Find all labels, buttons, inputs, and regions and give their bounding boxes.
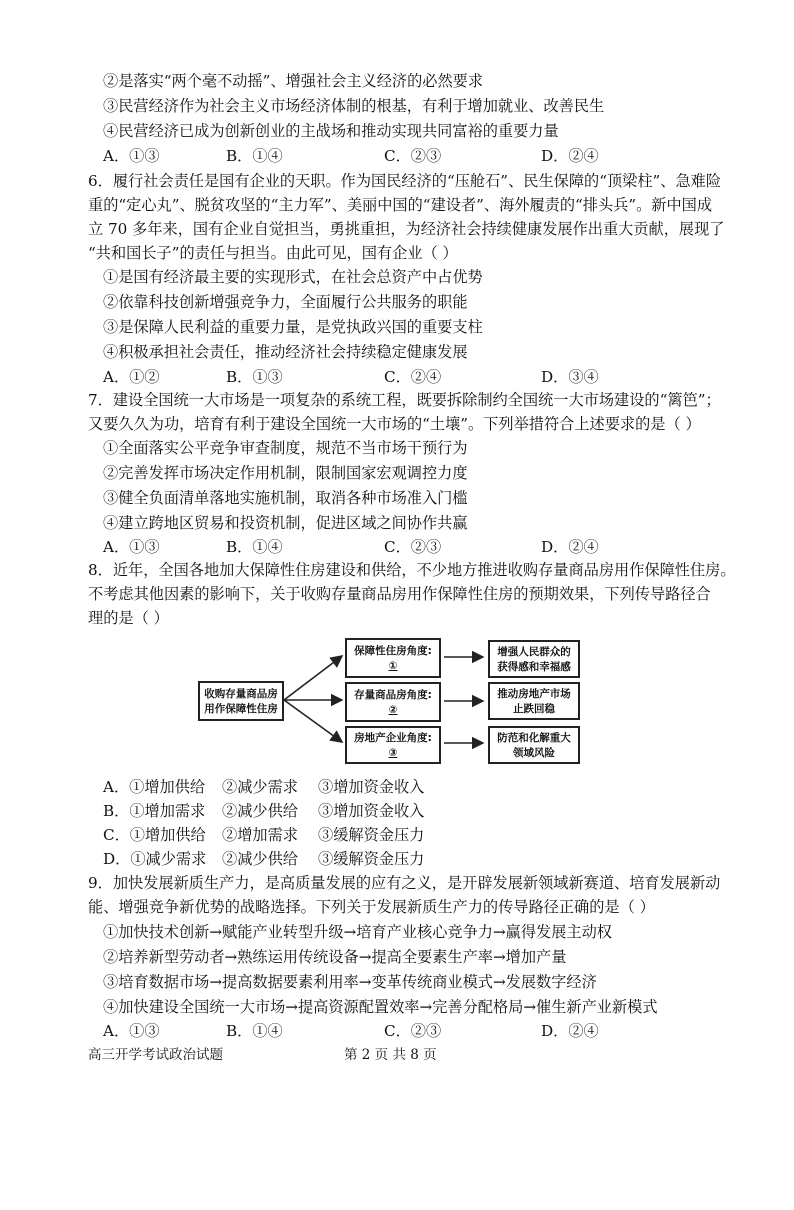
diagram-result-box-3: [488, 726, 580, 764]
q8-option-a-part-1: A．①增加供给: [103, 778, 206, 796]
q9-option-b: B．①④: [226, 1022, 283, 1040]
q8-option-b-part-3: ③增加资金收入: [318, 802, 425, 820]
diagram-middle-box-3: [345, 726, 441, 764]
footer-exam-title: 高三开学考试政治试题: [88, 1047, 223, 1063]
q7-statement-2: ②完善发挥市场决定作用机制，限制国家宏观调控力度: [103, 464, 468, 482]
result-2-line-2: 止跌回稳: [513, 703, 555, 715]
q9-option-d: D．②④: [541, 1022, 599, 1040]
result-3-line-2: 领域风险: [513, 747, 555, 759]
q8-stem-line-1: 8．近年，全国各地加大保障性住房建设和供给，不少地方推进收购存量商品房用作保障性住房。: [88, 561, 736, 579]
q7-option-c: C．②③: [384, 538, 442, 556]
q6-stem-line-4: “共和国长子”的责任与担当。由此可见，国有企业（ ）: [88, 244, 458, 262]
q6-statement-1: ①是国有经济最主要的实现形式，在社会总资产中占优势: [103, 268, 483, 286]
diagram-result-box-2: [488, 682, 580, 720]
q7-statement-3: ③健全负面清单落地实施机制，取消各种市场准入门槛: [103, 489, 468, 507]
diagram-result-box-1: [488, 640, 580, 678]
footer-page-number: 第 2 页 共 8 页: [344, 1047, 437, 1063]
q6-statement-2: ②依靠科技创新增强竞争力，全面履行公共服务的职能: [103, 293, 468, 311]
q6-option-b: B．①③: [226, 368, 283, 386]
q6-stem-line-2: 重的“定心丸”、脱贫攻坚的“主力军”、美丽中国的“建设者”、海外履责的“排头兵”。新中国成: [88, 196, 713, 214]
q5-statement-2: ②是落实“两个毫不动摇”、增强社会主义经济的必然要求: [103, 72, 484, 90]
q6-stem-line-3: 立 70 多年来，国有企业自觉担当，勇挑重担，为经济社会持续健康发展作出重大贡献，展现了: [88, 220, 725, 238]
q7-option-b: B．①④: [226, 538, 283, 556]
middle-3-label: 房地产企业角度:: [354, 732, 432, 744]
middle-3-blank: ③: [388, 747, 398, 759]
result-1-line-1: 增强人民群众的: [497, 646, 571, 658]
middle-2-label: 存量商品房角度:: [354, 689, 432, 701]
middle-1-blank: ①: [388, 660, 398, 672]
q8-option-d-part-3: ③缓解资金压力: [318, 850, 425, 868]
q8-transmission-diagram: [196, 634, 616, 766]
q5-statement-4: ④民营经济已成为创新创业的主战场和推动实现共同富裕的重要力量: [103, 122, 559, 140]
q6-statement-3: ③是保障人民利益的重要力量，是党执政兴国的重要支柱: [103, 318, 483, 336]
q6-option-c: C．②④: [384, 368, 442, 386]
q5-option-c: C．②③: [384, 147, 442, 165]
result-1-line-2: 获得感和幸福感: [497, 661, 571, 673]
q5-statement-3: ③民营经济作为社会主义市场经济体制的根基，有利于增加就业、改善民生: [103, 97, 605, 115]
q8-option-b-part-2: ②减少供给: [222, 802, 298, 820]
q9-statement-1: ①加快技术创新→赋能产业转型升级→培育产业核心竞争力→赢得发展主动权: [103, 923, 612, 941]
q7-option-d: D．②④: [541, 538, 599, 556]
q9-stem-line-2: 能、增强竞争新优势的战略选择。下列关于发展新质生产力的传导路径正确的是（ ）: [88, 898, 655, 916]
q5-option-d: D．②④: [541, 147, 599, 165]
q7-statement-4: ④建立跨地区贸易和投资机制，促进区域之间协作共赢: [103, 514, 468, 532]
q9-stem-line-1: 9．加快发展新质生产力，是高质量发展的应有之义，是开辟发展新领域新赛道、培育发展新动: [88, 874, 721, 892]
q6-stem-line-1: 6．履行社会责任是国有企业的天职。作为国民经济的“压舱石”、民生保障的“顶梁柱”、急难险: [88, 172, 722, 190]
q8-option-d-part-2: ②减少供给: [222, 850, 298, 868]
diagram-middle-box-1: [345, 638, 441, 678]
result-3-line-1: 防范和化解重大: [497, 732, 571, 744]
q7-stem-line-2: 又要久久为功，培育有利于建设全国统一大市场的“土壤”。下列举措符合上述要求的是（ ）: [88, 415, 701, 433]
q8-option-c-part-1: C．①增加供给: [103, 826, 206, 844]
diagram-source-box: [198, 681, 284, 721]
q7-stem-line-1: 7．建设全国统一大市场是一项复杂的系统工程，既要拆除制约全国统一大市场建设的“篱笆”；: [88, 391, 721, 409]
q6-option-d: D．③④: [541, 368, 599, 386]
q9-statement-3: ③培育数据市场→提高数据要素利用率→变革传统商业模式→发展数字经济: [103, 973, 597, 991]
q5-option-a: A．①③: [103, 147, 160, 165]
q9-option-c: C．②③: [384, 1022, 442, 1040]
source-line-1: 收购存量商品房: [204, 688, 278, 700]
source-line-2: 用作保障性住房: [204, 703, 278, 715]
q9-statement-2: ②培养新型劳动者→熟练运用传统设备→提高全要素生产率→增加产量: [103, 948, 567, 966]
q8-option-d-part-1: D．①减少需求: [103, 850, 207, 868]
q8-stem-line-3: 理的是（ ）: [88, 609, 169, 627]
q7-option-a: A．①③: [103, 538, 160, 556]
q8-stem-line-2: 不考虑其他因素的影响下，关于收购存量商品房用作保障性住房的预期效果，下列传导路径合: [88, 585, 711, 603]
q8-option-b-part-1: B．①增加需求: [103, 802, 206, 820]
q9-statement-4: ④加快建设全国统一大市场→提高资源配置效率→完善分配格局→催生新产业新模式: [103, 998, 658, 1016]
middle-1-label: 保障性住房角度:: [354, 645, 432, 657]
q8-option-a-part-3: ③增加资金收入: [318, 778, 425, 796]
diagram-middle-box-2: [345, 682, 441, 722]
middle-2-blank: ②: [388, 704, 398, 716]
q7-statement-1: ①全面落实公平竞争审查制度，规范不当市场干预行为: [103, 439, 468, 457]
q8-option-c-part-3: ③缓解资金压力: [318, 826, 425, 844]
q9-option-a: A．①③: [103, 1022, 160, 1040]
result-2-line-1: 推动房地产市场: [497, 688, 571, 700]
q6-option-a: A．①②: [103, 368, 160, 386]
q8-option-c-part-2: ②增加需求: [222, 826, 298, 844]
q5-option-b: B．①④: [226, 147, 283, 165]
q6-statement-4: ④积极承担社会责任，推动经济社会持续稳定健康发展: [103, 343, 468, 361]
q8-option-a-part-2: ②减少需求: [222, 778, 298, 796]
